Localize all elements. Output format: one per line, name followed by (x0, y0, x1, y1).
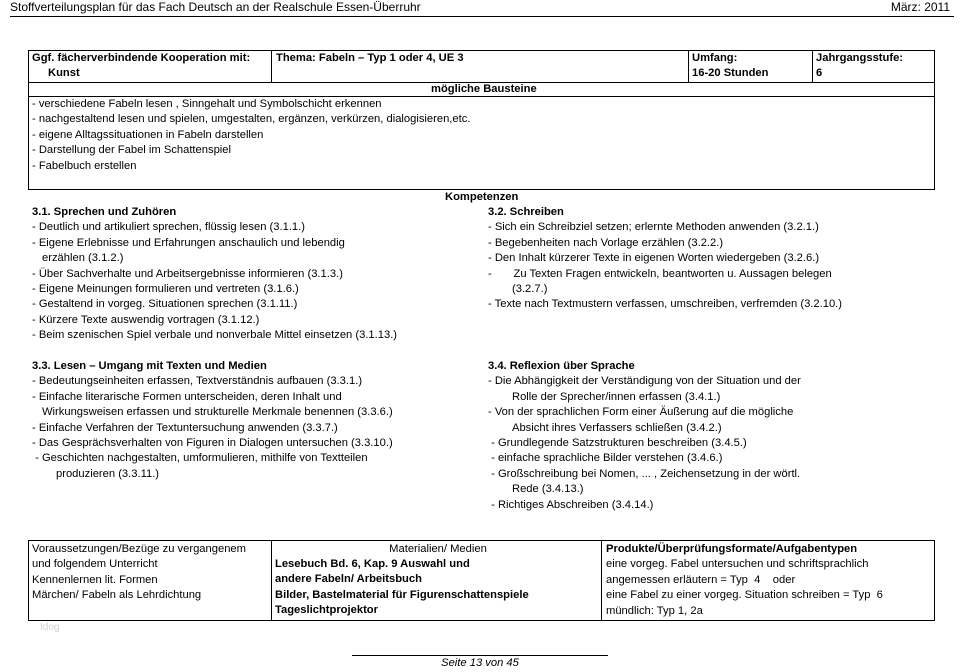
kompetenz-item: - Deutlich und artikuliert sprechen, flüssig lesen (3.1.1.) (32, 221, 305, 234)
kompetenz-item: - Von der sprachlichen Form einer Äußerung auf die mögliche (488, 406, 794, 419)
voraussetzungen-cell (32, 542, 246, 604)
baustein-item: - nachgestaltend lesen und spielen, umgestalten, ergänzen, verkürzen, dialogisieren,etc. (32, 113, 471, 126)
produkte-cell (606, 542, 883, 619)
reflexion-heading: 3.4. Reflexion über Sprache (488, 360, 635, 372)
kompetenz-item: - Texte nach Textmustern verfassen, umschreiben, verfremden (3.2.10.) (488, 298, 843, 311)
voraussetzungen-line: und folgendem Unterricht (32, 558, 158, 571)
page-number: Seite 13 von 45 (441, 657, 519, 669)
kompetenz-item: - Das Gesprächsverhalten von Figuren in Dialogen untersuchen (3.3.10.) (32, 436, 393, 449)
materialien-heading: Materialien/ Medien (389, 543, 487, 555)
bausteine-heading: mögliche Bausteine (431, 83, 537, 95)
bausteine-list (32, 97, 470, 174)
voraussetzungen-line: Kennenlernen lit. Formen (32, 573, 158, 586)
kompetenz-item: produzieren (3.3.11.) (56, 467, 160, 480)
lesen-heading: 3.3. Lesen – Umgang mit Texten und Medien (32, 360, 267, 372)
jahrgangsstufe-label: Jahrgangsstufe: (816, 52, 904, 64)
produkte-heading: Produkte/Überprüfungsformate/Aufgabentypen (606, 543, 858, 555)
kompetenz-item: - Einfache Verfahren der Textuntersuchung anwenden (3.3.7.) (32, 421, 338, 434)
kompetenz-item: - Großschreibung bei Nomen, ... , Zeichensetzung in der wörtl. (488, 467, 801, 480)
umfang-label: Umfang: (692, 52, 738, 64)
produkte-line: angemessen erläutern = Typ 4 oder (606, 573, 796, 586)
reflexion-section (488, 359, 801, 513)
kompetenz-item: - Bedeutungseinheiten erfassen, Textverständnis aufbauen (3.3.1.) (32, 375, 363, 388)
document-title: Stoffverteilungsplan für das Fach Deutsch an der Realschule Essen-Überruhr (10, 0, 421, 14)
kompetenz-item: - Gestaltend in vorgeg. Situationen sprechen (3.1.11.) (32, 298, 298, 311)
schreiben-section (488, 205, 842, 313)
produkte-line: mündlich: Typ 1, 2a (606, 604, 703, 617)
materialien-line: andere Fabeln/ Arbeitsbuch (275, 573, 422, 586)
kompetenz-item: erzählen (3.1.2.) (42, 252, 124, 265)
kompetenz-item: - einfache sprachliche Bilder verstehen (3.4.6.) (488, 452, 723, 465)
kompetenz-item: (3.2.7.) (512, 282, 548, 295)
watermark: Idog (40, 622, 60, 633)
baustein-item: - Darstellung der Fabel im Schattenspiel (32, 144, 231, 157)
materialien-line: Tageslichtprojektor (275, 604, 378, 617)
document-date: März: 2011 (890, 0, 950, 14)
sprechen-heading: 3.1. Sprechen und Zuhören (32, 206, 177, 218)
kompetenz-item: - Die Abhängigkeit der Verständigung von der Situation und der (488, 375, 801, 388)
materialien-line: Lesebuch Bd. 6, Kap. 9 Auswahl und (275, 558, 470, 570)
materialien-cell (275, 557, 529, 619)
kompetenz-item: - Sich ein Schreibziel setzen; erlernte Methoden anwenden (3.2.1.) (488, 221, 819, 234)
materialien-heading-wrap (275, 542, 601, 557)
kompetenz-item: - Über Sachverhalte und Arbeitsergebnisse informieren (3.1.3.) (32, 267, 343, 280)
produkte-line: eine vorgeg. Fabel untersuchen und schriftsprachlich (606, 558, 869, 571)
kompetenz-item: - Geschichten nachgestalten, umformulieren, mithilfe von Textteilen (32, 452, 368, 465)
kompetenz-item: - Eigene Erlebnisse und Erfahrungen anschaulich und lebendig (32, 236, 345, 249)
lesen-section (32, 359, 393, 482)
kompetenz-item: - Zu Texten Fragen entwickeln, beantworten u. Aussagen belegen (488, 267, 832, 280)
unit-theme: Thema: Fabeln – Typ 1 oder 4, UE 3 (276, 52, 464, 64)
kooperation-label: Ggf. fächerverbindende Kooperation mit: (32, 52, 251, 64)
kompetenz-item: Absicht ihres Verfassers schließen (3.4.2.) (512, 421, 722, 434)
kompetenz-item: - Kürzere Texte auswendig vortragen (3.1.12.) (32, 313, 260, 326)
schreiben-heading: 3.2. Schreiben (488, 206, 564, 218)
baustein-item: - eigene Alltagssituationen in Fabeln darstellen (32, 128, 264, 141)
voraussetzungen-line: Voraussetzungen/Bezüge zu vergangenem (32, 543, 246, 555)
baustein-item: - verschiedene Fabeln lesen , Sinngehalt und Symbolschicht erkennen (32, 98, 382, 110)
jahrgangsstufe-value: 6 (816, 67, 823, 79)
voraussetzungen-line: Märchen/ Fabeln als Lehrdichtung (32, 589, 202, 602)
kooperation-value: Kunst (48, 67, 80, 79)
produkte-line: eine Fabel zu einer vorgeg. Situation schreiben = Typ 6 (606, 589, 883, 602)
header-rule (10, 16, 954, 17)
umfang-value: 16-20 Stunden (692, 67, 769, 79)
sprechen-section (32, 205, 397, 344)
kompetenzen-heading: Kompetenzen (445, 191, 519, 203)
baustein-item: - Fabelbuch erstellen (32, 159, 137, 172)
materialien-line: Bilder, Bastelmaterial für Figurenschattenspiele (275, 588, 529, 601)
kompetenz-item: - Einfache literarische Formen unterscheiden, deren Inhalt und (32, 390, 342, 403)
kompetenz-item: - Eigene Meinungen formulieren und vertreten (3.1.6.) (32, 282, 299, 295)
kompetenz-item: - Begebenheiten nach Vorlage erzählen (3.2.2.) (488, 236, 724, 249)
footer-rule (352, 655, 608, 656)
kompetenz-item: Rede (3.4.13.) (512, 483, 584, 496)
kompetenz-item: - Den Inhalt kürzerer Texte in eigenen Worten wiedergeben (3.2.6.) (488, 252, 820, 265)
kompetenz-item: - Beim szenischen Spiel verbale und nonverbale Mittel einsetzen (3.1.13.) (32, 329, 398, 342)
kompetenz-item: Wirkungsweisen erfassen und strukturelle Merkmale benennen (3.3.6.) (42, 406, 393, 419)
kompetenz-item: Rolle der Sprecher/innen erfassen (3.4.1.) (512, 390, 721, 403)
kompetenz-item: - Richtiges Abschreiben (3.4.14.) (488, 498, 654, 511)
kompetenz-item: - Grundlegende Satzstrukturen beschreiben (3.4.5.) (488, 436, 747, 449)
